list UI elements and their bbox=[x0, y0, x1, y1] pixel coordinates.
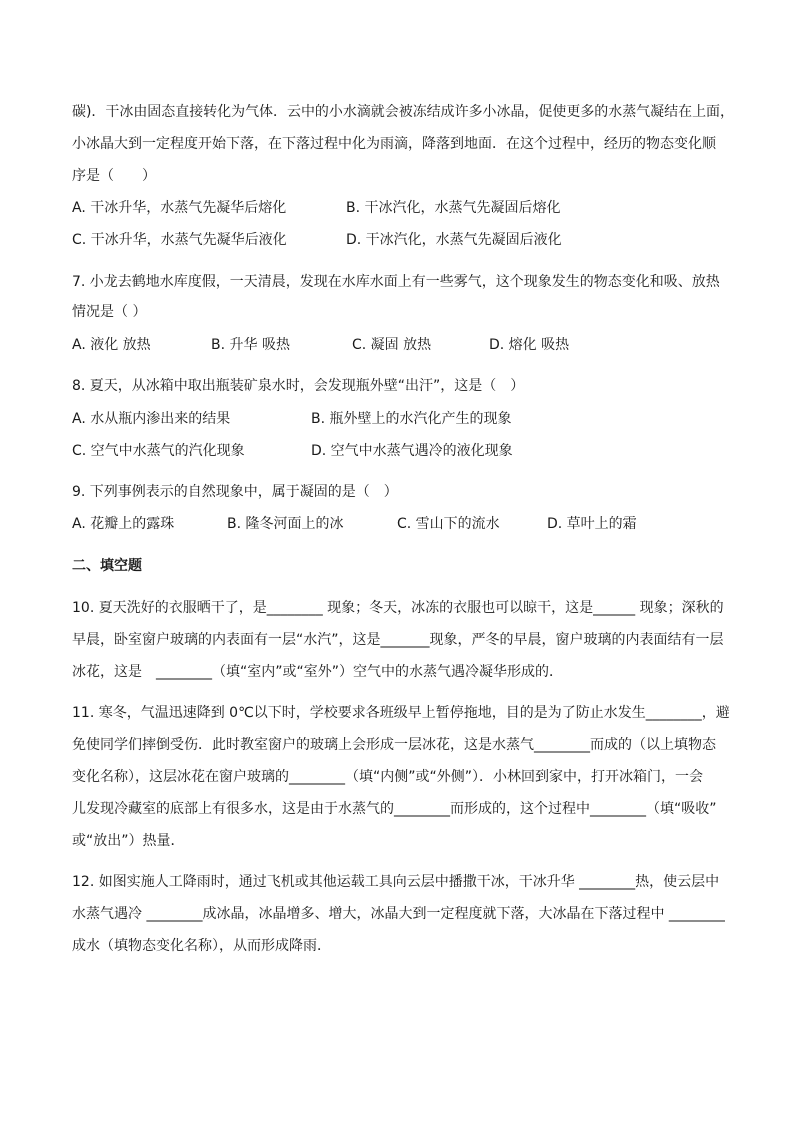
q10-line-1: 10. 夏天洗好的衣服晒干了，是________ 现象；冬天，冰冻的衣服也可以晾干，这是______ 现象；深秋的 bbox=[72, 600, 724, 616]
q10-line-3: 冰花，这是 ________（填“室内”或“室外”）空气中的水蒸气遇冷凝华形成的． bbox=[72, 664, 564, 680]
q8-option-a: A. 水从瓶内渗出来的结果 bbox=[72, 411, 231, 427]
q12-line-2: 水蒸气遇冷 ________成冰晶，冰晶增多、增大，冰晶大到一定程度就下落，大冰晶在下落过程中 ________ bbox=[72, 906, 725, 922]
q8-stem-line-1: 8. 夏天，从冰箱中取出瓶装矿泉水时，会发现瓶外壁“出汗”，这是（ ） bbox=[72, 378, 525, 394]
q7-option-a: A. 液化 放热 bbox=[72, 337, 151, 353]
q6-option-a: A. 干冰升华，水蒸气先凝华后熔化 bbox=[72, 200, 287, 216]
q9-option-a: A. 花瓣上的露珠 bbox=[72, 516, 175, 532]
q7-option-b: B. 升华 吸热 bbox=[211, 337, 290, 353]
q6-stem-line-1: 碳)．干冰由固态直接转化为气体．云中的小水滴就会被冻结成许多小冰晶，促使更多的水蒸气凝结在上面， bbox=[72, 104, 734, 120]
q11-line-2: 免使同学们摔倒受伤．此时教室窗户的玻璃上会形成一层冰花，这是水蒸气________而成的（以上填物态 bbox=[72, 737, 716, 753]
q9-option-c: C. 雪山下的流水 bbox=[397, 516, 500, 532]
q8-option-b: B. 瓶外壁上的水汽化产生的现象 bbox=[311, 411, 512, 427]
q6-stem-line-3: 序是（ ） bbox=[72, 168, 156, 184]
q9-option-d: D. 草叶上的霜 bbox=[547, 516, 637, 532]
q11-line-4: 儿发现冷藏室的底部上有很多水，这是由于水蒸气的________而形成的，这个过程中________（填“吸收” bbox=[72, 801, 717, 817]
q7-option-d: D. 熔化 吸热 bbox=[489, 337, 570, 353]
q12-line-3: 成水（填物态变化名称），从而形成降雨． bbox=[72, 938, 331, 954]
q8-option-c: C. 空气中水蒸气的汽化现象 bbox=[72, 443, 245, 459]
q9-stem-line-1: 9. 下列事例表示的自然现象中，属于凝固的是（ ） bbox=[72, 484, 398, 500]
q9-option-b: B. 隆冬河面上的冰 bbox=[227, 516, 344, 532]
q11-line-1: 11. 寒冬，气温迅速降到 0℃以下时，学校要求各班级早上暂停拖地，目的是为了防止水发生________，避 bbox=[72, 705, 730, 721]
q12-line-1: 12. 如图实施人工降雨时，通过飞机或其他运载工具向云层中播撒干冰，干冰升华 ________热，使云层中 bbox=[72, 874, 720, 890]
q7-option-c: C. 凝固 放热 bbox=[352, 337, 432, 353]
q6-option-d: D. 干冰汽化，水蒸气先凝固后液化 bbox=[346, 232, 562, 248]
q6-option-b: B. 干冰汽化，水蒸气先凝固后熔化 bbox=[346, 200, 561, 216]
section-title-fill-in: 二、填空题 bbox=[72, 558, 142, 574]
q10-line-2: 早晨，卧室窗户玻璃的内表面有一层“水汽”，这是_______现象，严冬的早晨，窗户玻璃的内表面结有一层 bbox=[72, 632, 724, 648]
q11-line-3: 变化名称），这层冰花在窗户玻璃的________（填“内侧”或“外侧”）．小林回到家中，打开冰箱门，一会 bbox=[72, 769, 704, 785]
q6-option-c: C. 干冰升华，水蒸气先凝华后液化 bbox=[72, 232, 287, 248]
q6-stem-line-2: 小冰晶大到一定程度开始下落，在下落过程中化为雨滴，降落到地面．在这个过程中，经历的物态变化顺 bbox=[72, 136, 716, 152]
q7-stem-line-2: 情况是（ ） bbox=[72, 304, 147, 320]
q11-line-5: 或“放出”）热量． bbox=[72, 833, 185, 849]
q8-option-d: D. 空气中水蒸气遇冷的液化现象 bbox=[311, 443, 513, 459]
q7-stem-line-1: 7. 小龙去鹤地水库度假，一天清晨，发现在水库水面上有一些雾气，这个现象发生的物态变化和吸、放热 bbox=[72, 274, 720, 290]
